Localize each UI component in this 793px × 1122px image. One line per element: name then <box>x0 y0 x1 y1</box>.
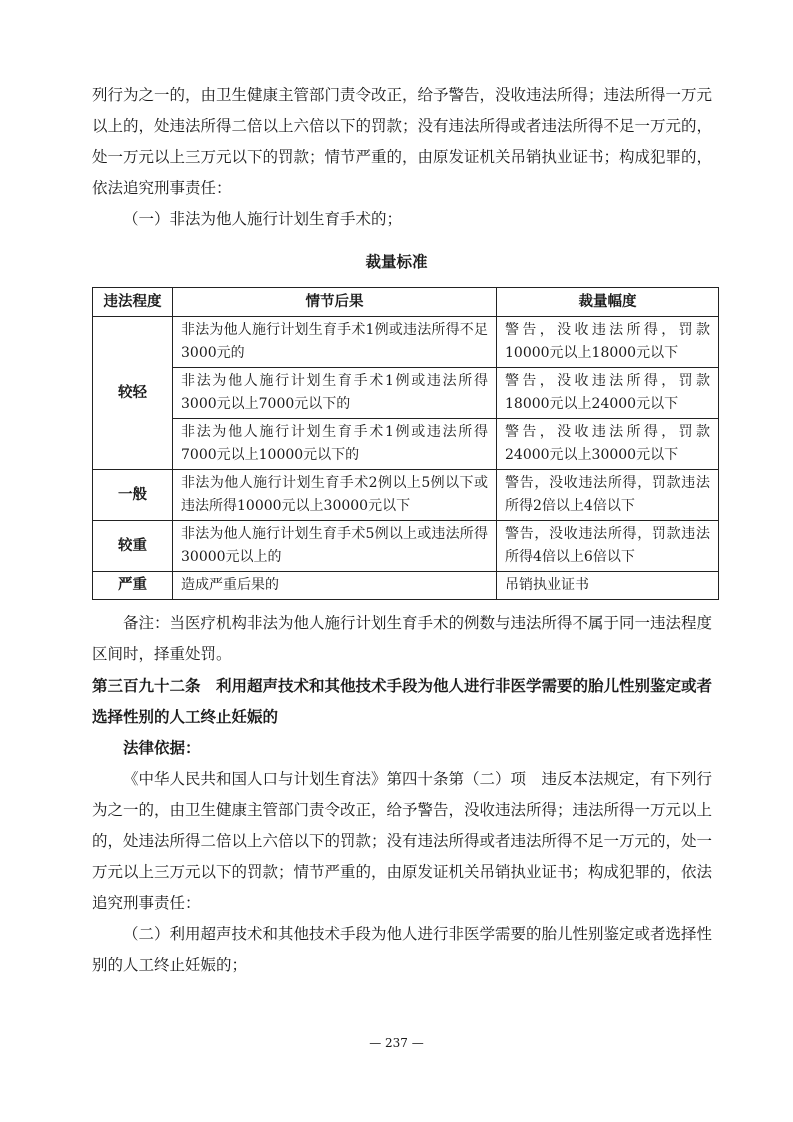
consequence-cell: 非法为他人施行计划生育手术1例或违法所得3000元以上7000元以下的 <box>173 368 497 419</box>
col-header-consequence: 情节后果 <box>173 288 497 317</box>
range-cell: 警告，没收违法所得，罚款18000元以上24000元以下 <box>497 368 719 419</box>
bottom-item: （二）利用超声技术和其他技术手段为他人进行非医学需要的胎儿性别鉴定或者选择性别的人工终止妊娠的； <box>92 925 713 974</box>
table-note: 备注：当医疗机构非法为他人施行计划生育手术的例数与违法所得不属于同一违法程度区间时，择重处罚。 <box>92 614 713 663</box>
table-row <box>93 470 719 521</box>
range-cell: 吊销执业证书 <box>497 572 719 600</box>
consequence-cell: 造成严重后果的 <box>173 572 497 600</box>
legal-basis-label: 法律依据： <box>123 739 201 757</box>
range-cell: 警告，没收违法所得，罚款违法所得2倍以上4倍以下 <box>497 470 719 521</box>
table-row <box>93 419 719 470</box>
level-cell: 较轻 <box>93 317 173 470</box>
range-cell: 警告，没收违法所得，罚款10000元以上18000元以下 <box>497 317 719 368</box>
consequence-cell: 非法为他人施行计划生育手术2例以上5例以下或违法所得10000元以上30000元以下 <box>173 470 497 521</box>
consequence-cell: 非法为他人施行计划生育手术1例或违法所得不足3000元的 <box>173 317 497 368</box>
table-row <box>93 368 719 419</box>
range-cell: 警告，没收违法所得，罚款24000元以上30000元以下 <box>497 419 719 470</box>
range-cell: 警告，没收违法所得，罚款违法所得4倍以上6倍以下 <box>497 521 719 572</box>
table-row <box>93 572 719 600</box>
top-item: （一）非法为他人施行计划生育手术的； <box>123 210 403 228</box>
discretion-table <box>92 287 719 600</box>
consequence-cell: 非法为他人施行计划生育手术5例以上或违法所得30000元以上的 <box>173 521 497 572</box>
col-header-range: 裁量幅度 <box>497 288 719 317</box>
top-paragraph: 列行为之一的，由卫生健康主管部门责令改正，给予警告，没收违法所得；违法所得一万元以上的，处违法所得二倍以上六倍以下的罚款；没有违法所得或者违法所得不足一万元的，处一万元以上三万元以下的罚款；情节严重的，由原发证机关吊销执业证书；构成犯罪的，依法追究刑事责任： <box>92 86 713 197</box>
page-number: — 237 — <box>369 1036 424 1050</box>
table-caption: 裁量标准 <box>365 253 428 271</box>
table-row <box>93 521 719 572</box>
article-heading: 第三百九十二条 利用超声技术和其他技术手段为他人进行非医学需要的胎儿性别鉴定或者选择性别的人工终止妊娠的 <box>92 677 713 726</box>
table-row <box>93 317 719 368</box>
consequence-cell: 非法为他人施行计划生育手术1例或违法所得7000元以上10000元以下的 <box>173 419 497 470</box>
level-cell: 较重 <box>93 521 173 572</box>
level-cell: 严重 <box>93 572 173 600</box>
col-header-level: 违法程度 <box>93 288 173 317</box>
table-header-row <box>93 288 719 317</box>
legal-basis-text: 《中华人民共和国人口与计划生育法》第四十条第（二）项 违反本法规定，有下列行为之一的，由卫生健康主管部门责令改正，给予警告，没收违法所得；违法所得一万元以上的，处违法所得二倍以上六倍以下的罚款；没有违法所得或者违法所得不足一万元的，处一万元以上三万元以下的罚款；情节严重的，由原发证机关吊销执业证书；构成犯罪的，依法追究刑事责任： <box>92 770 713 912</box>
level-cell: 一般 <box>93 470 173 521</box>
